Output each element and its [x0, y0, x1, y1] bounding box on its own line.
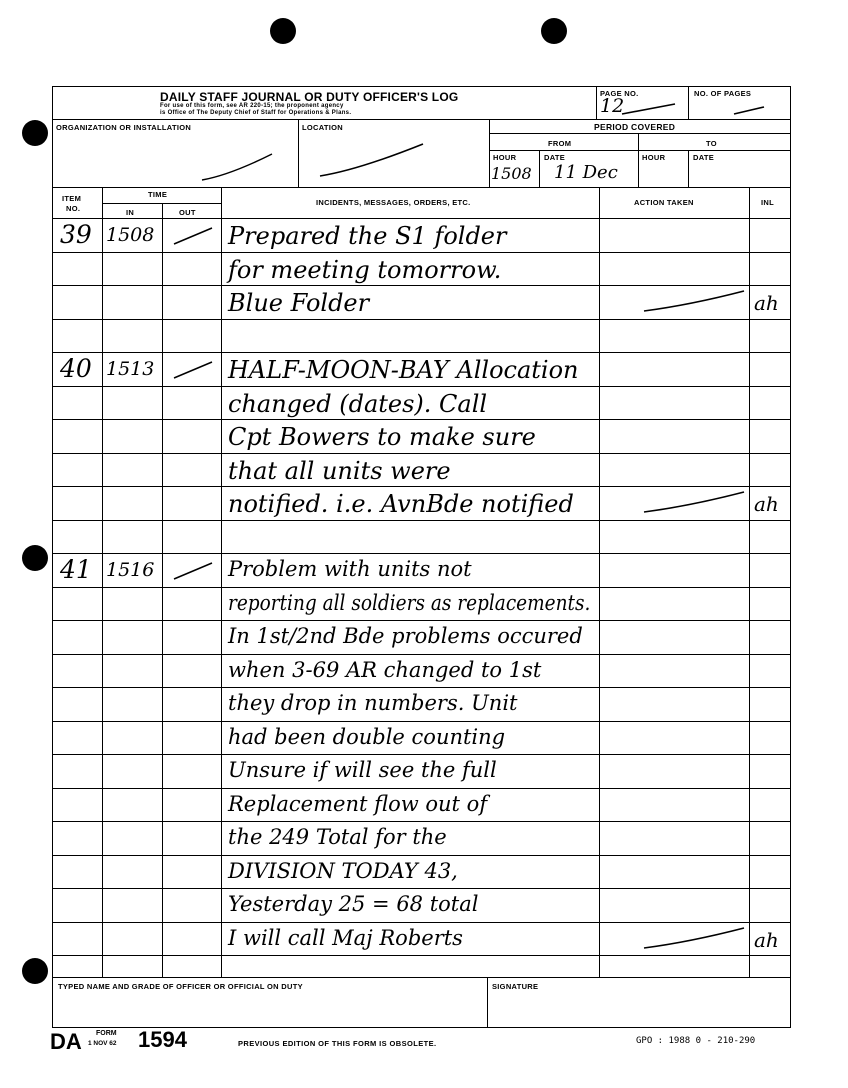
page-no-slash	[620, 98, 680, 118]
entry-text-line: the 249 Total for the	[228, 825, 447, 849]
grid-row-rule	[52, 687, 791, 688]
location-slash	[318, 140, 428, 180]
entry-item-number: 39	[60, 220, 92, 249]
entry-item-number: 40	[60, 354, 92, 383]
grid-row-rule	[52, 553, 791, 554]
entry-time-out-slash	[170, 559, 220, 585]
form-id-number: 1594	[138, 1027, 187, 1052]
action-taken-stroke	[640, 287, 750, 317]
binder-hole-left-3	[22, 958, 48, 984]
entry-time-out-slash	[170, 358, 220, 384]
page-no-label: PAGE NO.	[600, 89, 639, 98]
entry-text-line: DIVISION TODAY 43,	[228, 858, 458, 883]
from-hour-value: 1508	[491, 164, 532, 183]
grid-row-rule	[52, 888, 791, 889]
entry-text-line: Prepared the S1 folder	[228, 222, 507, 250]
entry-text-line: Unsure if will see the full	[228, 758, 497, 782]
incidents-label: INCIDENTS, MESSAGES, ORDERS, ETC.	[316, 198, 471, 207]
header-rule-1	[52, 119, 791, 120]
form-id-da: DA	[50, 1029, 82, 1054]
period-covered-label: PERIOD COVERED	[594, 122, 676, 132]
action-taken-stroke	[640, 924, 750, 954]
entry-text-line: I will call Maj Roberts	[228, 925, 463, 950]
item-no-label-1: ITEM	[62, 194, 82, 203]
form-subtitle-2: is Office of The Deputy Chief of Staff for Operations & Plans.	[160, 110, 352, 116]
entry-text-line: HALF-MOON-BAY Allocation	[228, 356, 579, 384]
grid-row-rule	[52, 855, 791, 856]
entry-text-line: reporting all soldiers as replacements.	[228, 590, 591, 615]
grid-row-rule	[52, 620, 791, 621]
entry-text-line: notified. i.e. AvnBde notified	[228, 490, 574, 518]
entry-initials: ah	[754, 492, 779, 516]
entry-initials: ah	[754, 291, 779, 315]
no-of-pages-label: NO. OF PAGES	[694, 89, 752, 98]
action-taken-label: ACTION TAKEN	[634, 198, 694, 207]
entry-text-line: Replacement flow out of	[228, 791, 488, 816]
grid-row-rule	[52, 922, 791, 923]
location-label: LOCATION	[302, 123, 344, 132]
form-subtitle-1: For use of this form, see AR 220-15; the proponent agency	[160, 103, 344, 109]
form-id-form: FORM	[96, 1030, 117, 1037]
grid-row-rule	[52, 319, 791, 320]
page-no-divider	[596, 86, 597, 119]
grid-col-item	[102, 187, 103, 977]
grid-col-out	[221, 187, 222, 977]
from-date-value: 11 Dec	[554, 162, 618, 183]
entry-item-number: 41	[60, 555, 92, 584]
entry-text-line: that all units were	[228, 456, 451, 485]
time-out-label: OUT	[179, 208, 196, 217]
entry-text-line: for meeting tomorrow.	[228, 255, 502, 284]
entry-text-line: had been double counting	[228, 724, 506, 749]
entry-time-out-slash	[170, 224, 220, 250]
form-id-date: 1 NOV 62	[88, 1040, 117, 1047]
organization-label: ORGANIZATION OR INSTALLATION	[56, 123, 192, 132]
entry-time-in: 1513	[106, 358, 155, 380]
entry-text-line: Problem with units not	[228, 557, 472, 581]
entry-time-in: 1516	[106, 559, 155, 581]
from-to-divider	[638, 133, 639, 187]
binder-hole-left-2	[22, 545, 48, 571]
to-date-label: DATE	[693, 153, 715, 162]
grid-row-rule	[52, 721, 791, 722]
grid-row-rule	[52, 419, 791, 420]
entry-text-line: changed (dates). Call	[228, 389, 488, 418]
to-label: TO	[706, 139, 717, 148]
item-no-label-2: NO.	[66, 204, 81, 213]
period-rule	[489, 133, 790, 134]
entry-text-line: Cpt Bowers to make sure	[228, 423, 536, 451]
header-rule-2	[52, 187, 791, 188]
from-hour-label: HOUR	[493, 153, 517, 162]
period-divider	[489, 119, 490, 187]
grid-row-rule	[52, 252, 791, 253]
time-in-label: IN	[126, 208, 135, 217]
action-taken-stroke	[640, 488, 750, 518]
entry-text-line: Blue Folder	[228, 289, 370, 317]
grid-row-rule	[52, 654, 791, 655]
entry-text-line: In 1st/2nd Bde problems occured	[228, 624, 583, 648]
binder-hole-top-left	[270, 18, 296, 44]
grid-col-action	[599, 187, 600, 977]
grid-row-rule	[52, 821, 791, 822]
entry-text-line: Yesterday 25 = 68 total	[228, 892, 479, 916]
footer-rule	[52, 977, 791, 978]
entry-initials: ah	[754, 927, 779, 952]
grid-row-rule	[52, 955, 791, 956]
grid-row-rule	[52, 352, 791, 353]
location-divider	[298, 119, 299, 187]
inl-label: INL	[761, 198, 774, 207]
entry-text-line: they drop in numbers. Unit	[228, 691, 518, 715]
gpo-note: GPO : 1988 0 - 210-290	[636, 1036, 756, 1046]
grid-row-rule	[52, 520, 791, 521]
from-hour-divider	[539, 150, 540, 187]
grid-row-rule	[52, 754, 791, 755]
to-hour-label: HOUR	[642, 153, 666, 162]
no-of-pages-slash	[732, 102, 772, 118]
from-label: FROM	[548, 139, 572, 148]
form-title: DAILY STAFF JOURNAL OR DUTY OFFICER'S LOG	[160, 90, 459, 104]
previous-edition-note: PREVIOUS EDITION OF THIS FORM IS OBSOLETE.	[238, 1039, 437, 1048]
from-date-label: DATE	[544, 153, 566, 162]
grid-row-rule	[52, 587, 791, 588]
signature-label: SIGNATURE	[492, 982, 539, 991]
time-label: TIME	[148, 190, 168, 199]
binder-hole-top-right	[541, 18, 567, 44]
grid-row-rule	[52, 453, 791, 454]
grid-row-rule	[52, 285, 791, 286]
grid-row-rule	[52, 386, 791, 387]
grid-row-rule	[52, 486, 791, 487]
binder-hole-left-1	[22, 120, 48, 146]
organization-slash	[200, 150, 280, 185]
from-to-rule	[489, 150, 790, 151]
entry-time-in: 1508	[106, 224, 155, 246]
no-of-pages-divider	[688, 86, 689, 119]
typed-name-label: TYPED NAME AND GRADE OF OFFICER OR OFFICIAL ON DUTY	[58, 982, 303, 991]
entry-text-line: when 3-69 AR changed to 1st	[228, 657, 542, 682]
grid-row-rule	[52, 788, 791, 789]
to-hour-divider	[688, 150, 689, 187]
page-no-value: 12	[600, 95, 625, 117]
signature-divider	[487, 977, 488, 1027]
